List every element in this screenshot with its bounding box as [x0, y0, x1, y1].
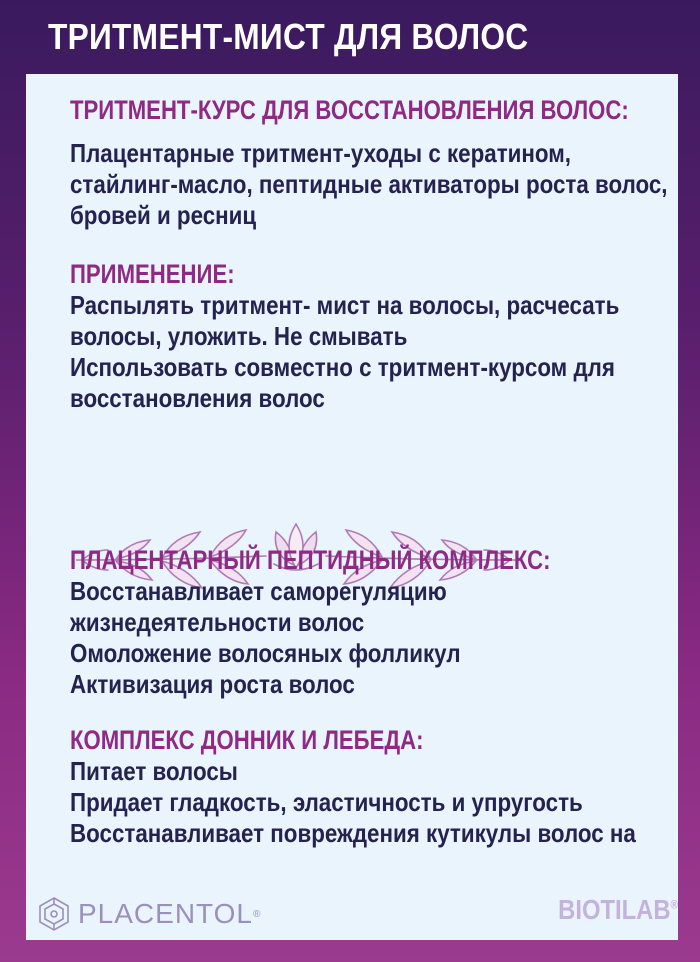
section-line: Омоложение волосяных фолликул [70, 638, 461, 668]
section-line: восстановления волос [70, 383, 325, 413]
section-line: Активизация роста волос [70, 669, 355, 699]
section-line: Придает гладкость, эластичность и упругость [70, 787, 583, 817]
biotilab-wordmark: BIOTILAB [558, 894, 671, 925]
section-treatment-course [70, 94, 700, 231]
placentol-logo-icon [36, 896, 72, 932]
biotilab-logo [558, 894, 678, 926]
placentol-wordmark: PLACENTOL [78, 898, 253, 929]
placentol-logo [36, 896, 260, 932]
section-heading: ПЛАЦЕНТАРНЫЙ ПЕПТИДНЫЙ КОМПЛЕКС: [70, 545, 551, 575]
section-heading: КОМПЛЕКС ДОННИК И ЛЕБЕДА: [70, 725, 424, 755]
section-line: Восстанавливает повреждения кутикулы волос на [70, 818, 636, 848]
registered-mark: ® [253, 908, 261, 920]
section-line: Использовать совместно с тритмент-курсом для [70, 352, 615, 382]
page-title: ТРИТМЕНТ-МИСТ ДЛЯ ВОЛОС [48, 16, 529, 57]
section-line: Распылять тритмент- мист на волосы, расчесать [70, 290, 620, 320]
section-usage [70, 258, 700, 414]
section-line: Питает волосы [70, 756, 238, 786]
section-heading: ПРИМЕНЕНИЕ: [70, 259, 235, 289]
section-heading: ТРИТМЕНТ-КУРС ДЛЯ ВОССТАНОВЛЕНИЯ ВОЛОС: [70, 95, 629, 125]
section-line: стайлинг-масло, пептидные активаторы роста волос, [70, 169, 668, 199]
section-line: Восстанавливает саморегуляцию [70, 576, 447, 606]
registered-mark: ® [670, 897, 678, 912]
section-line: Плацентарные тритмент-уходы с кератином, [70, 138, 572, 168]
info-card [26, 74, 678, 940]
section-herbal-complex [70, 724, 700, 849]
section-line: волосы, уложить. Не смывать [70, 321, 408, 351]
section-line: жизнедеятельности волос [70, 607, 365, 637]
section-peptide-complex [70, 544, 656, 700]
section-line: бровей и ресниц [70, 200, 257, 230]
